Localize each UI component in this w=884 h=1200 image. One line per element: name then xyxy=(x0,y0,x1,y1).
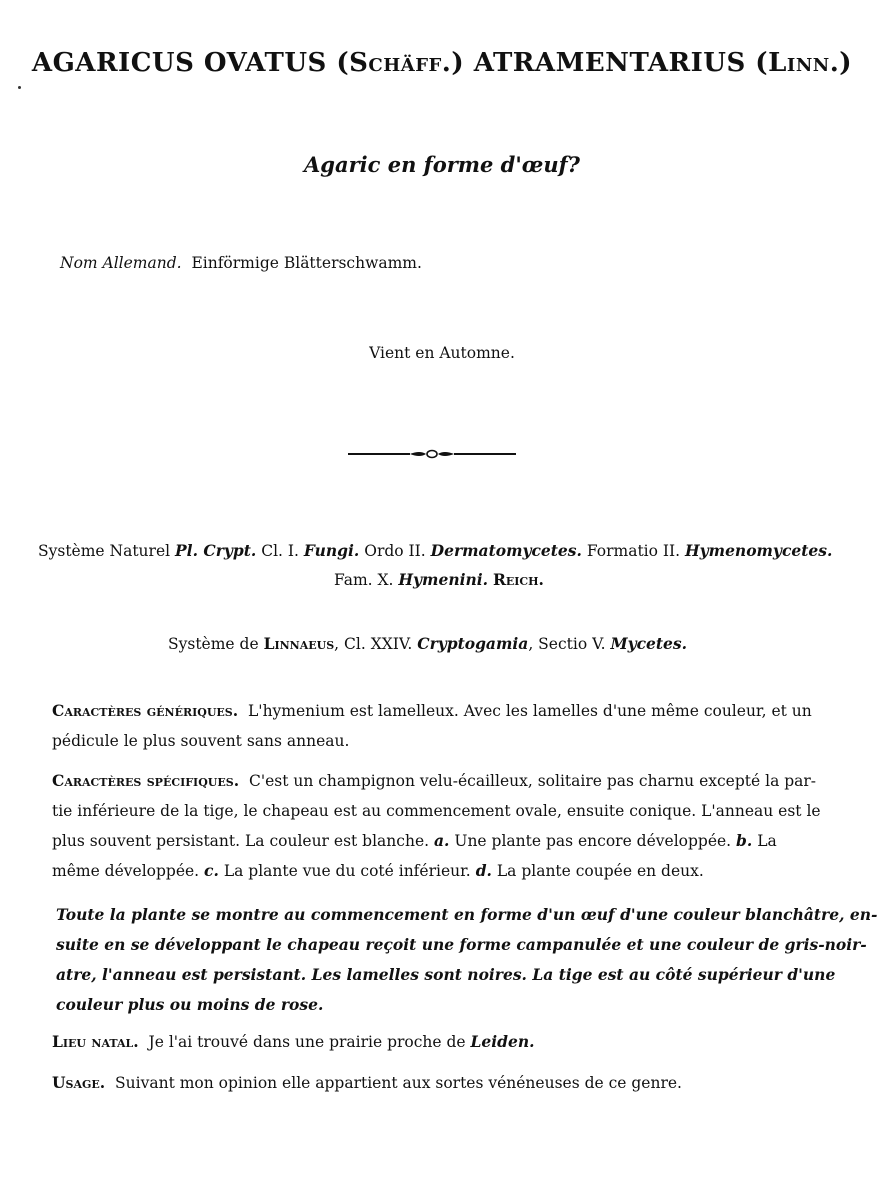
season-line: Vient en Automne. xyxy=(369,344,515,362)
title-author-1: Schäff. xyxy=(349,48,452,78)
lieu-natal-line: Lieu natal. Je l'ai trouvé dans une prairie proche de Leiden. xyxy=(52,1032,535,1051)
speck-mark xyxy=(18,86,21,89)
usage-label: Usage. xyxy=(52,1073,106,1092)
german-name-line xyxy=(60,254,422,272)
page-title: AGARICUS OVATUS (Schäff.) ATRAMENTARIUS (Linn.) xyxy=(31,48,853,78)
usage-line: Usage. Suivant mon opinion elle appartient aux sortes vénéneuses de ce genre. xyxy=(52,1073,682,1092)
german-name-value: Einförmige Blätterschwamm. xyxy=(191,254,422,272)
caracteres-specifiques: Caractères spécifiques. C'est un champignon velu-écailleux, solitaire pas charnu excepté la par- tie inférieure de la tige, le chapeau est au commencement ovale, ensuite conique. L'anneau est le plus souvent persistant. La couleur est blanche. a. Une plante pas encore développée. b. La même développée. c. La plante vue du coté inférieur. d. La plante coupée en deux. xyxy=(52,771,821,880)
specifiques-label: Caractères spécifiques. xyxy=(52,771,240,790)
title-author-2: Linn. xyxy=(768,48,840,78)
lieu-natal-label: Lieu natal. xyxy=(52,1032,139,1051)
german-name-label: Nom Allemand. xyxy=(60,254,182,272)
page-subtitle: Agaric en forme d'œuf? xyxy=(304,152,580,177)
ornament-divider xyxy=(348,446,516,462)
systeme-linnaeus-line: Système de Linnaeus, Cl. XXIV. Cryptogamia, Sectio V. Mycetes. xyxy=(168,634,688,653)
generiques-label: Caractères génériques. xyxy=(52,701,239,720)
systeme-naturel-line1: Système Naturel Pl. Crypt. Cl. I. Fungi. Ordo II. Dermatomycetes. Formatio II. Hymenomycetes. xyxy=(38,541,833,560)
systeme-naturel-line2: Fam. X. Hymenini. Reich. xyxy=(334,570,544,589)
description-paragraph: Toute la plante se montre au commencement en forme d'un œuf d'une couleur blanchâtre, en- suite en se développant le chapeau reçoit une forme campanulée et une couleur de gris-noir- atre, l'anneau est persistant. Les lamelles sont noires. La tige est au côté supérieur d'une couleur plus ou moins de rose. xyxy=(56,905,878,1014)
caracteres-generiques: Caractères génériques. L'hymenium est lamelleux. Avec les lamelles d'une même couleur, et un pédicule le plus souvent sans anneau. xyxy=(52,701,812,750)
